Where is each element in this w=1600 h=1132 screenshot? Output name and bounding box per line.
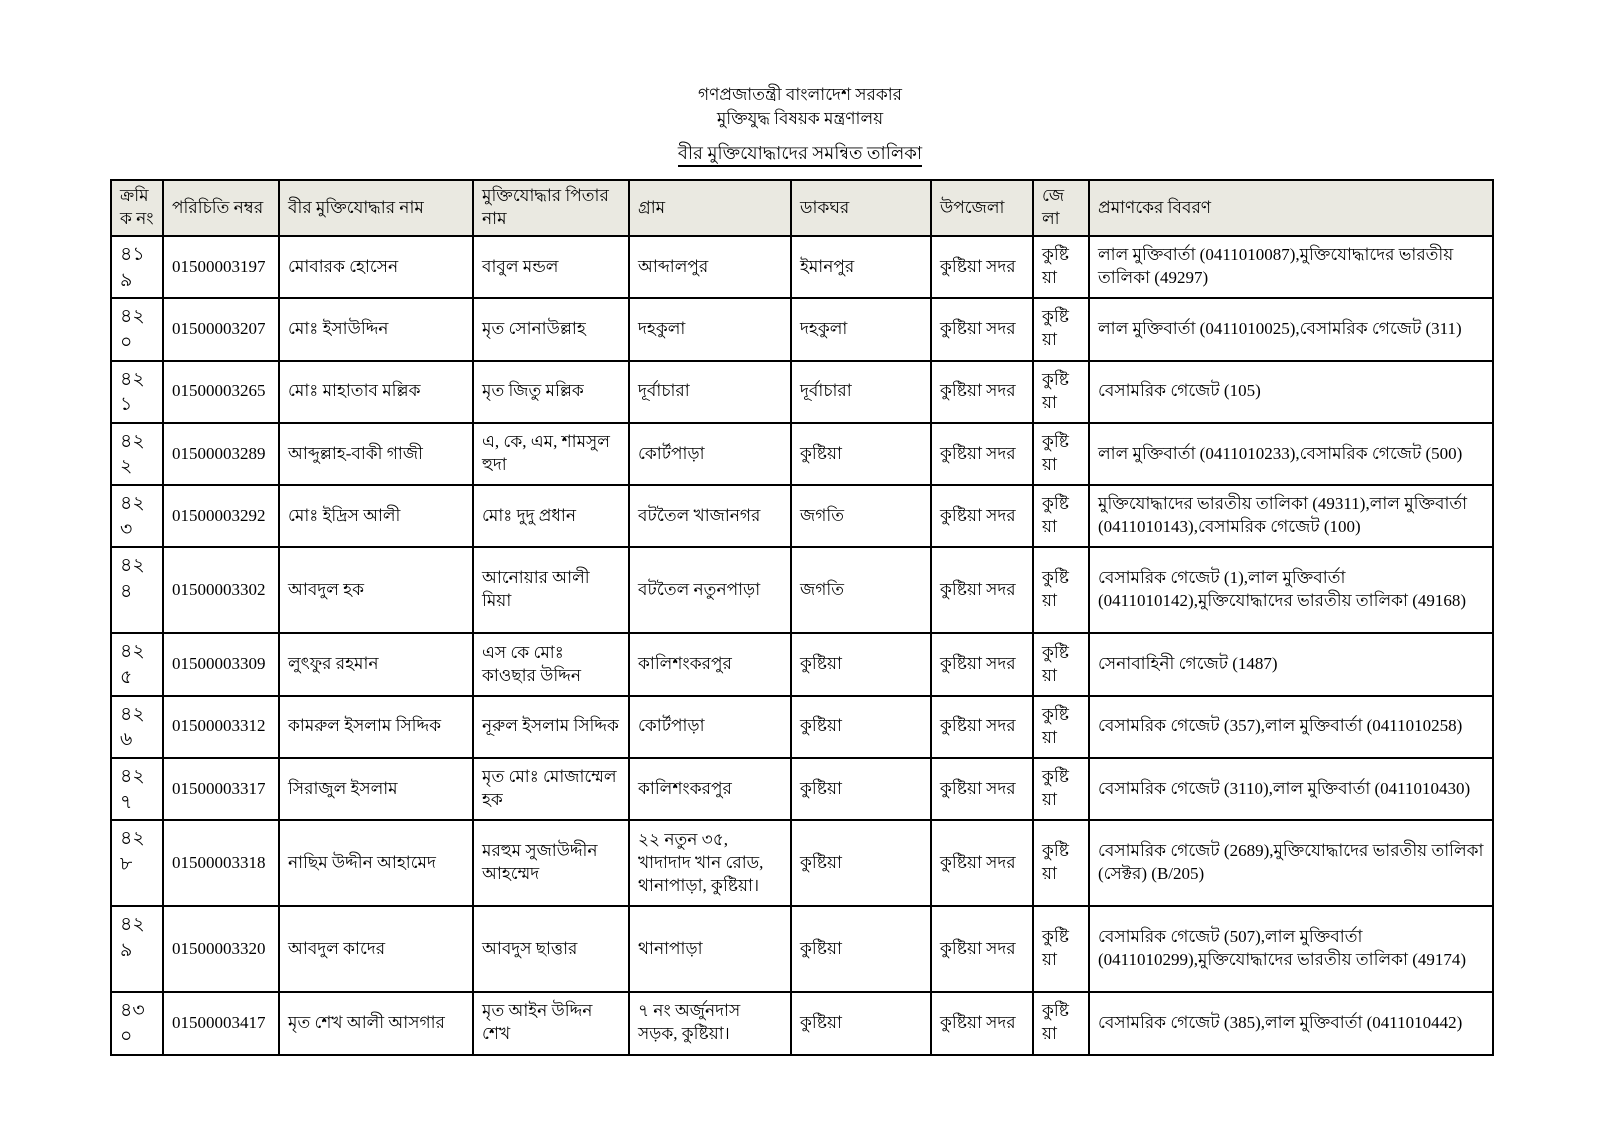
cell-district: কুষ্টিয়া	[1033, 423, 1089, 485]
cell-father-name: মোঃ দুদু প্রধান	[473, 485, 629, 547]
cell-district: কুষ্টিয়া	[1033, 696, 1089, 758]
cell-id-number: 01500003417	[163, 992, 279, 1054]
column-header-proof-description: প্রমাণকের বিবরণ	[1089, 180, 1493, 236]
cell-serial: ৪২৯	[111, 906, 163, 992]
cell-fighter-name: মোঃ ইসাউদ্দিন	[279, 298, 473, 360]
cell-village: দূর্বাচারা	[629, 361, 791, 423]
ministry-title: মুক্তিযুদ্ধ বিষয়ক মন্ত্রণালয়	[716, 109, 884, 129]
cell-father-name: মরহুম সুজাউদ্দীন আহম্মেদ	[473, 820, 629, 906]
table-row	[111, 633, 1493, 695]
table-row	[111, 758, 1493, 820]
cell-fighter-name: মৃত শেখ আলী আসগার	[279, 992, 473, 1054]
cell-father-name: বাবুল মন্ডল	[473, 236, 629, 298]
cell-district: কুষ্টিয়া	[1033, 992, 1089, 1054]
cell-id-number: 01500003289	[163, 423, 279, 485]
cell-father-name: আনোয়ার আলী মিয়া	[473, 547, 629, 633]
cell-father-name: আবদুস ছাত্তার	[473, 906, 629, 992]
cell-village: থানাপাড়া	[629, 906, 791, 992]
cell-village: আব্দালপুর	[629, 236, 791, 298]
cell-id-number: 01500003320	[163, 906, 279, 992]
cell-serial: ৪২০	[111, 298, 163, 360]
cell-fighter-name: মোবারক হোসেন	[279, 236, 473, 298]
cell-post-office: কুষ্টিয়া	[791, 992, 931, 1054]
cell-post-office: কুষ্টিয়া	[791, 696, 931, 758]
cell-serial: ৪২১	[111, 361, 163, 423]
cell-district: কুষ্টিয়া	[1033, 820, 1089, 906]
cell-proof-description: লাল মুক্তিবার্তা (0411010233),বেসামরিক গেজেট (500)	[1089, 423, 1493, 485]
cell-father-name: মৃত মোঃ মোজাম্মেল হক	[473, 758, 629, 820]
column-header-district: জেলা	[1033, 180, 1089, 236]
cell-id-number: 01500003302	[163, 547, 279, 633]
table-row	[111, 992, 1493, 1054]
cell-fighter-name: কামরুল ইসলাম সিদ্দিক	[279, 696, 473, 758]
cell-proof-description: বেসামরিক গেজেট (385),লাল মুক্তিবার্তা (0411010442)	[1089, 992, 1493, 1054]
cell-id-number: 01500003197	[163, 236, 279, 298]
cell-id-number: 01500003309	[163, 633, 279, 695]
column-header-serial: ক্রমিক নং	[111, 180, 163, 236]
cell-upazila: কুষ্টিয়া সদর	[931, 485, 1033, 547]
cell-fighter-name: মোঃ ইদ্রিস আলী	[279, 485, 473, 547]
cell-proof-description: বেসামরিক গেজেট (3110),লাল মুক্তিবার্তা (0411010430)	[1089, 758, 1493, 820]
cell-upazila: কুষ্টিয়া সদর	[931, 423, 1033, 485]
cell-id-number: 01500003292	[163, 485, 279, 547]
table-row	[111, 236, 1493, 298]
cell-upazila: কুষ্টিয়া সদর	[931, 820, 1033, 906]
cell-fighter-name: নাছিম উদ্দীন আহামেদ	[279, 820, 473, 906]
header-row	[111, 180, 1493, 236]
cell-village: কোর্টপাড়া	[629, 696, 791, 758]
cell-upazila: কুষ্টিয়া সদর	[931, 361, 1033, 423]
document-header	[0, 0, 1600, 167]
cell-village: দহকুলা	[629, 298, 791, 360]
cell-upazila: কুষ্টিয়া সদর	[931, 298, 1033, 360]
government-title: গণপ্রজাতন্ত্রী বাংলাদেশ সরকার	[697, 85, 903, 104]
table-row	[111, 361, 1493, 423]
cell-post-office: কুষ্টিয়া	[791, 906, 931, 992]
cell-id-number: 01500003318	[163, 820, 279, 906]
cell-fighter-name: মোঃ মাহাতাব মল্লিক	[279, 361, 473, 423]
cell-father-name: মৃত সোনাউল্লাহ	[473, 298, 629, 360]
cell-village: বটতৈল খাজানগর	[629, 485, 791, 547]
cell-district: কুষ্টিয়া	[1033, 906, 1089, 992]
cell-village: ৭ নং অর্জুনদাস সড়ক, কুষ্টিয়া।	[629, 992, 791, 1054]
cell-post-office: কুষ্টিয়া	[791, 758, 931, 820]
cell-serial: ৪২৩	[111, 485, 163, 547]
cell-fighter-name: সিরাজুল ইসলাম	[279, 758, 473, 820]
freedom-fighter-table	[110, 179, 1494, 1056]
cell-district: কুষ্টিয়া	[1033, 547, 1089, 633]
table-header	[111, 180, 1493, 236]
cell-village: কোর্টপাড়া	[629, 423, 791, 485]
cell-serial: ৪২৬	[111, 696, 163, 758]
cell-post-office: জগতি	[791, 485, 931, 547]
table-row	[111, 298, 1493, 360]
cell-serial: ৪২৭	[111, 758, 163, 820]
cell-fighter-name: আবদুল কাদের	[279, 906, 473, 992]
cell-post-office: কুষ্টিয়া	[791, 633, 931, 695]
cell-district: কুষ্টিয়া	[1033, 236, 1089, 298]
column-header-village: গ্রাম	[629, 180, 791, 236]
cell-proof-description: বেসামরিক গেজেট (507),লাল মুক্তিবার্তা (0411010299),মুক্তিযোদ্ধাদের ভারতীয় তালিকা (49174)	[1089, 906, 1493, 992]
cell-id-number: 01500003317	[163, 758, 279, 820]
cell-fighter-name: আব্দুল্লাহ-বাকী গাজী	[279, 423, 473, 485]
cell-upazila: কুষ্টিয়া সদর	[931, 236, 1033, 298]
cell-father-name: এস কে মোঃ কাওছার উদ্দিন	[473, 633, 629, 695]
cell-upazila: কুষ্টিয়া সদর	[931, 696, 1033, 758]
column-header-id-number: পরিচিতি নম্বর	[163, 180, 279, 236]
cell-proof-description: বেসামরিক গেজেট (105)	[1089, 361, 1493, 423]
table-row	[111, 820, 1493, 906]
cell-village: কালিশংকরপুর	[629, 633, 791, 695]
cell-proof-description: লাল মুক্তিবার্তা (0411010087),মুক্তিযোদ্ধাদের ভারতীয় তালিকা (49297)	[1089, 236, 1493, 298]
list-title: বীর মুক্তিযোদ্ধাদের সমন্বিত তালিকা	[678, 142, 922, 168]
column-header-father-name: মুক্তিযোদ্ধার পিতার নাম	[473, 180, 629, 236]
cell-post-office: কুষ্টিয়া	[791, 423, 931, 485]
cell-district: কুষ্টিয়া	[1033, 361, 1089, 423]
cell-serial: ৪৩০	[111, 992, 163, 1054]
cell-father-name: এ, কে, এম, শামসুল হুদা	[473, 423, 629, 485]
cell-village: ২২ নতুন ৩৫, খাদাদাদ খান রোড, থানাপাড়া, কুষ্টিয়া।	[629, 820, 791, 906]
cell-proof-description: লাল মুক্তিবার্তা (0411010025),বেসামরিক গেজেট (311)	[1089, 298, 1493, 360]
cell-proof-description: বেসামরিক গেজেট (1),লাল মুক্তিবার্তা (0411010142),মুক্তিযোদ্ধাদের ভারতীয় তালিকা (49168)	[1089, 547, 1493, 633]
cell-fighter-name: লুৎফুর রহমান	[279, 633, 473, 695]
table-row	[111, 485, 1493, 547]
cell-id-number: 01500003265	[163, 361, 279, 423]
cell-district: কুষ্টিয়া	[1033, 758, 1089, 820]
cell-upazila: কুষ্টিয়া সদর	[931, 992, 1033, 1054]
cell-upazila: কুষ্টিয়া সদর	[931, 633, 1033, 695]
table-row	[111, 423, 1493, 485]
cell-father-name: মৃত জিতু মল্লিক	[473, 361, 629, 423]
cell-serial: ৪১৯	[111, 236, 163, 298]
cell-serial: ৪২২	[111, 423, 163, 485]
cell-district: কুষ্টিয়া	[1033, 633, 1089, 695]
table-body	[111, 236, 1493, 1055]
cell-post-office: ইমানপুর	[791, 236, 931, 298]
freedom-fighter-table-container	[110, 179, 1600, 1056]
cell-post-office: জগতি	[791, 547, 931, 633]
cell-proof-description: সেনাবাহিনী গেজেট (1487)	[1089, 633, 1493, 695]
cell-village: কালিশংকরপুর	[629, 758, 791, 820]
cell-post-office: কুষ্টিয়া	[791, 820, 931, 906]
cell-serial: ৪২৪	[111, 547, 163, 633]
cell-post-office: দহকুলা	[791, 298, 931, 360]
cell-father-name: মৃত আইন উদ্দিন শেখ	[473, 992, 629, 1054]
cell-upazila: কুষ্টিয়া সদর	[931, 547, 1033, 633]
cell-serial: ৪২৮	[111, 820, 163, 906]
column-header-post-office: ডাকঘর	[791, 180, 931, 236]
table-row	[111, 547, 1493, 633]
cell-fighter-name: আবদুল হক	[279, 547, 473, 633]
cell-village: বটতৈল নতুনপাড়া	[629, 547, 791, 633]
cell-proof-description: বেসামরিক গেজেট (357),লাল মুক্তিবার্তা (0411010258)	[1089, 696, 1493, 758]
table-row	[111, 696, 1493, 758]
column-header-fighter-name: বীর মুক্তিযোদ্ধার নাম	[279, 180, 473, 236]
cell-district: কুষ্টিয়া	[1033, 298, 1089, 360]
cell-serial: ৪২৫	[111, 633, 163, 695]
cell-post-office: দূর্বাচারা	[791, 361, 931, 423]
table-row	[111, 906, 1493, 992]
column-header-upazila: উপজেলা	[931, 180, 1033, 236]
cell-father-name: নূরুল ইসলাম সিদ্দিক	[473, 696, 629, 758]
cell-upazila: কুষ্টিয়া সদর	[931, 758, 1033, 820]
cell-upazila: কুষ্টিয়া সদর	[931, 906, 1033, 992]
cell-id-number: 01500003312	[163, 696, 279, 758]
cell-proof-description: মুক্তিযোদ্ধাদের ভারতীয় তালিকা (49311),লাল মুক্তিবার্তা (0411010143),বেসামরিক গেজেট (100)	[1089, 485, 1493, 547]
cell-district: কুষ্টিয়া	[1033, 485, 1089, 547]
cell-id-number: 01500003207	[163, 298, 279, 360]
cell-proof-description: বেসামরিক গেজেট (2689),মুক্তিযোদ্ধাদের ভারতীয় তালিকা (সেক্টর) (B/205)	[1089, 820, 1493, 906]
